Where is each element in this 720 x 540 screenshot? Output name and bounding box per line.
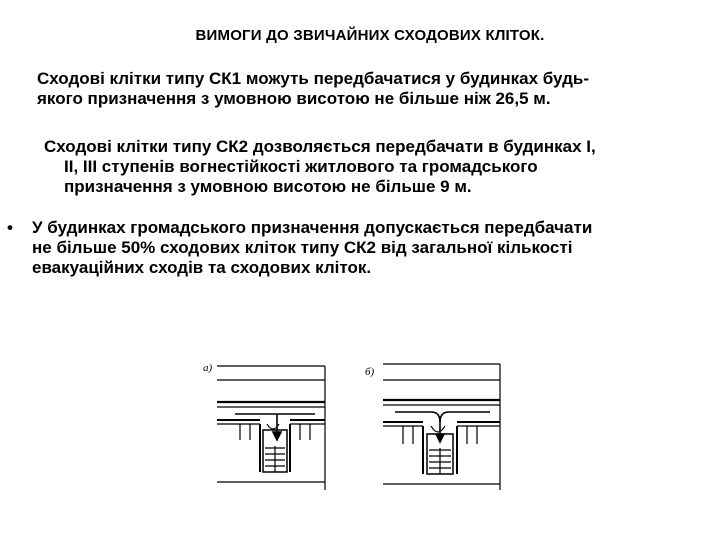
paragraph-line: не більше 50% сходових кліток типу СК2 від загальної кількості xyxy=(32,238,573,257)
paragraph-line: якого призначення з умовною висотою не більше ніж 26,5 м. xyxy=(37,89,551,108)
evacuation-arrow-a xyxy=(235,414,315,440)
page-title: ВИМОГИ ДО ЗВИЧАЙНИХ СХОДОВИХ КЛІТОК. xyxy=(195,27,545,44)
paragraph-public-buildings xyxy=(32,218,704,278)
paragraph-line: У будинках громадського призначення допускається передбачати xyxy=(32,218,593,237)
stairwell-plans-drawing xyxy=(195,350,515,500)
paragraph-line: Сходові клітки типу СК1 можуть передбачатися у будинках будь- xyxy=(37,69,589,88)
stairwell-plan-figure xyxy=(195,350,515,505)
evacuation-arrow-b xyxy=(395,412,490,442)
figure-label-a: а) xyxy=(203,362,213,374)
paragraph-line: призначення з умовною висотою не більше 9 м. xyxy=(64,177,472,196)
paragraph-line: евакуаційних сходів та сходових кліток. xyxy=(32,258,372,277)
bullet-marker: • xyxy=(7,218,13,237)
paragraph-line: Сходові клітки типу СК2 дозволяється передбачати в будинках І, xyxy=(44,137,596,156)
paragraph-sk1 xyxy=(37,69,707,109)
paragraph-sk2 xyxy=(44,137,709,197)
figure-label-b: б) xyxy=(365,366,375,378)
plan-b xyxy=(383,364,500,490)
paragraph-line: II, III ступенів вогнестійкості житлового та громадського xyxy=(64,157,538,176)
plan-a xyxy=(217,366,325,490)
